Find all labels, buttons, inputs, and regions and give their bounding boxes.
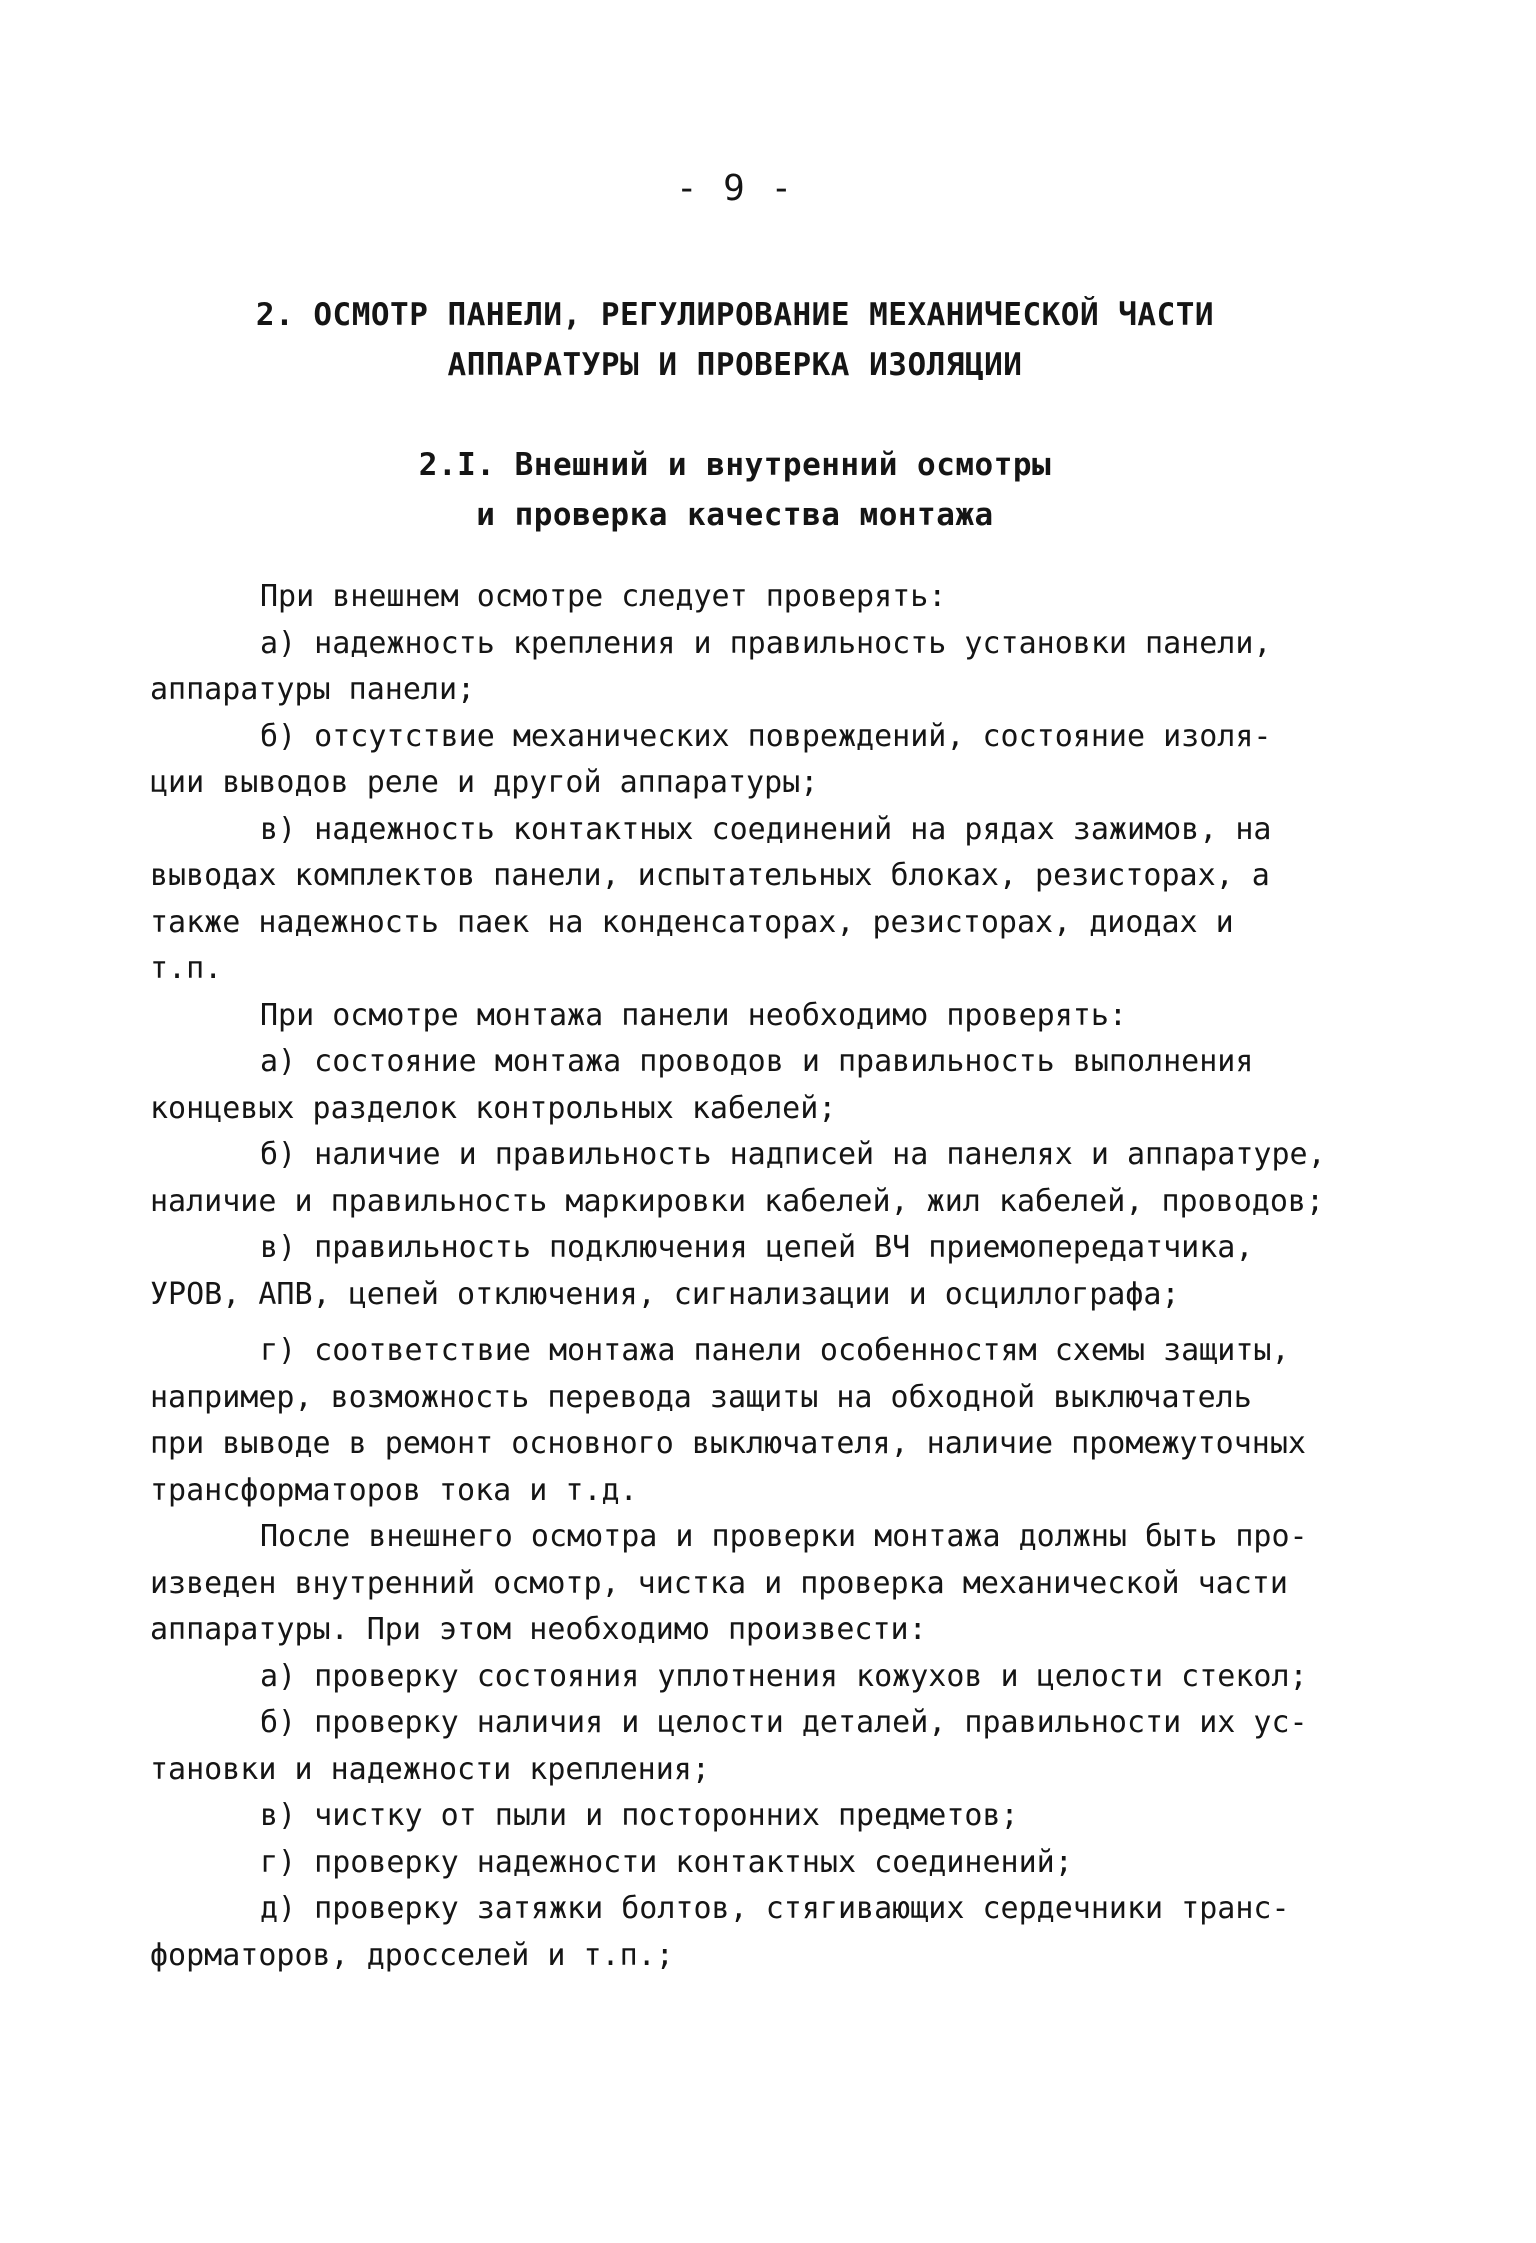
paragraph-line: выводах комплектов панели, испытательных блоках, резисторах, а [150, 858, 1270, 893]
paragraph-line: а) состояние монтажа проводов и правильность выполнения [260, 1044, 1254, 1079]
paragraph-line: тановки и надежности крепления; [150, 1751, 710, 1787]
body-text [150, 574, 1390, 1979]
paragraph-line: г) соответствие монтажа панели особенностям схемы защиты, [260, 1333, 1290, 1368]
paragraph-line: аппаратуры панели; [150, 672, 476, 707]
paragraph-line: После внешнего осмотра и проверки монтажа должны быть про- [260, 1519, 1308, 1554]
paragraph-line: трансформаторов тока и т.д. [150, 1472, 638, 1508]
page-number: - 9 - [675, 168, 795, 209]
paragraph-line: УРОВ, АПВ, цепей отключения, сигнализации и осциллографа; [150, 1276, 1180, 1312]
paragraph-line: а) надежность крепления и правильность установки панели, [260, 625, 1272, 661]
paragraph-line: в) чистку от пыли и посторонних предметов; [260, 1798, 1019, 1833]
paragraph-line: наличие и правильность маркировки кабелей, жил кабелей, проводов; [150, 1183, 1324, 1219]
paragraph-line: изведен внутренний осмотр, чистка и проверка механической части [150, 1565, 1288, 1601]
paragraph-line: например, возможность перевода защиты на обходной выключатель [150, 1379, 1252, 1415]
subsection-heading-line: 2.I. Внешний и внутренний осмотры [418, 447, 1052, 483]
paragraph-line: При внешнем осмотре следует проверять: [260, 579, 947, 614]
paragraph-line: аппаратуры. При этом необходимо произвести: [150, 1612, 927, 1647]
paragraph-line: б) отсутствие механических повреждений, состояние изоля- [260, 718, 1272, 754]
subsection-heading [0, 440, 1470, 540]
paragraph-line: б) проверку наличия и целости деталей, правильности их ус- [260, 1705, 1308, 1740]
paragraph-line: ции выводов реле и другой аппаратуры; [150, 765, 819, 800]
paragraph-line: в) надежность контактных соединений на рядах зажимов, на [260, 811, 1272, 847]
paragraph-line: в) правильность подключения цепей ВЧ приемопередатчика, [260, 1230, 1254, 1265]
section-heading-line: 2. ОСМОТР ПАНЕЛИ, РЕГУЛИРОВАНИЕ МЕХАНИЧЕСКОЙ ЧАСТИ [255, 297, 1215, 333]
paragraph-line: форматоров, дросселей и т.п.; [150, 1937, 674, 1973]
paragraph-line: т.п. [150, 951, 223, 986]
section-heading [0, 290, 1470, 390]
paragraph-line: также надежность паек на конденсаторах, резисторах, диодах и [150, 904, 1234, 940]
paragraph-line: г) проверку надежности контактных соединений; [260, 1844, 1073, 1880]
paragraph-line: при выводе в ремонт основного выключателя, наличие промежуточных [150, 1426, 1306, 1461]
paragraph-line: б) наличие и правильность надписей на панелях и аппаратуре, [260, 1137, 1326, 1172]
subsection-heading-line: и проверка качества монтажа [476, 497, 994, 533]
paragraph-line: концевых разделок контрольных кабелей; [150, 1090, 837, 1126]
paragraph-line: При осмотре монтажа панели необходимо проверять: [260, 997, 1127, 1033]
section-heading-line: АППАРАТУРЫ И ПРОВЕРКА ИЗОЛЯЦИИ [447, 347, 1023, 383]
paragraph-line: д) проверку затяжки болтов, стягивающих сердечники транс- [260, 1891, 1290, 1926]
paragraph-line: а) проверку состояния уплотнения кожухов и целости стекол; [260, 1658, 1308, 1694]
